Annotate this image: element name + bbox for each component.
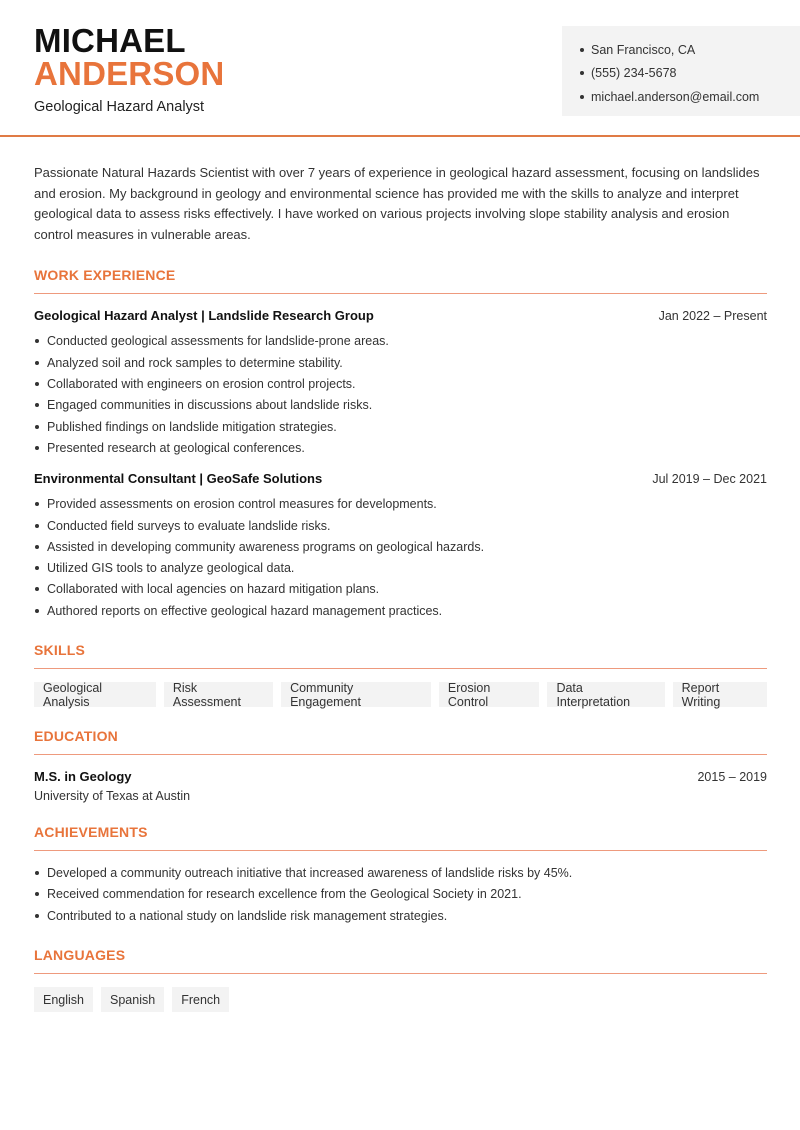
- skill-chips: [34, 682, 767, 707]
- job-header: [34, 308, 767, 323]
- bullet-icon: [35, 545, 39, 549]
- job-dates: Jan 2022 – Present: [658, 308, 767, 323]
- bullet-icon: [35, 382, 39, 386]
- bullet-icon: [35, 339, 39, 343]
- education-header: [34, 769, 767, 784]
- resume-body: [34, 163, 767, 1012]
- job-entry: [34, 471, 767, 622]
- section-languages: [34, 947, 767, 1012]
- list-item: [34, 331, 767, 352]
- bullet-icon: [35, 566, 39, 570]
- contact-phone-text[interactable]: (555) 234-5678: [591, 66, 677, 81]
- list-item: [34, 437, 767, 458]
- skill-chip: Report Writing: [673, 682, 767, 707]
- list-item: [34, 536, 767, 557]
- list-item: [34, 416, 767, 437]
- list-item: [34, 395, 767, 416]
- list-item: [34, 862, 767, 883]
- bullet-icon: [580, 71, 584, 75]
- job-title: Geological Hazard Analyst: [34, 99, 205, 115]
- bullet-icon: [35, 403, 39, 407]
- bullet-icon: [35, 914, 39, 918]
- bullet-icon: [35, 425, 39, 429]
- bullet-icon: [35, 587, 39, 591]
- bullet-icon: [35, 871, 39, 875]
- language-chip: English: [34, 987, 93, 1012]
- contact-location-text: San Francisco, CA: [591, 42, 696, 57]
- list-item: [34, 600, 767, 621]
- list-item: [34, 352, 767, 373]
- bullet-icon: [35, 361, 39, 365]
- contact-email[interactable]: [580, 85, 800, 109]
- education-dates: 2015 – 2019: [697, 770, 767, 785]
- list-item-text: Conducted geological assessments for landslide-prone areas.: [47, 334, 389, 349]
- list-item: [34, 557, 767, 578]
- last-name: ANDERSON: [34, 55, 225, 92]
- contact-email-text[interactable]: michael.anderson@email.com: [591, 89, 760, 104]
- list-item: [34, 515, 767, 536]
- list-item-text: Analyzed soil and rock samples to determine stability.: [47, 355, 343, 370]
- job-header: [34, 471, 767, 486]
- bullet-icon: [580, 95, 584, 99]
- resume-header: [0, 0, 800, 137]
- section-title: ACHIEVEMENTS: [34, 824, 767, 851]
- list-item-text: Collaborated with local agencies on hazard mitigation plans.: [47, 582, 380, 597]
- language-chip: Spanish: [101, 987, 164, 1012]
- section-title: EDUCATION: [34, 728, 767, 755]
- contact-box: [562, 26, 800, 116]
- section-skills: [34, 642, 767, 707]
- section-title: LANGUAGES: [34, 947, 767, 974]
- list-item-text: Assisted in developing community awareness programs on geological hazards.: [47, 539, 485, 554]
- section-title: WORK EXPERIENCE: [34, 267, 767, 294]
- section-education: [34, 728, 767, 803]
- skill-chip: Geological Analysis: [34, 682, 156, 707]
- list-item-text: Engaged communities in discussions about landslide risks.: [47, 398, 373, 413]
- section-work-experience: [34, 267, 767, 622]
- bullet-icon: [35, 609, 39, 613]
- summary: Passionate Natural Hazards Scientist with over 7 years of experience in geological hazard assessment, focusing on landslides and erosion. My background in geology and environmental science has provided me with the skills to analyze and interpret geological data to assess risks effectively. I have worked on various projects involving slope stability analysis and erosion control measures in vulnerable areas.: [34, 165, 760, 243]
- list-item-text: Provided assessments on erosion control measures for developments.: [47, 497, 437, 512]
- contact-phone[interactable]: [580, 62, 800, 86]
- skill-chip: Data Interpretation: [547, 682, 664, 707]
- list-item-text: Authored reports on effective geological hazard management practices.: [47, 603, 443, 618]
- bullet-icon: [35, 524, 39, 528]
- first-name: MICHAEL: [34, 22, 186, 59]
- bullet-icon: [35, 446, 39, 450]
- list-item: [34, 579, 767, 600]
- skill-chip: Risk Assessment: [164, 682, 273, 707]
- section-title: SKILLS: [34, 642, 767, 669]
- bullet-icon: [35, 892, 39, 896]
- list-item: [34, 884, 767, 905]
- bullet-icon: [580, 48, 584, 52]
- job-bullets: [34, 331, 767, 459]
- education-degree: M.S. in Geology: [34, 769, 132, 785]
- list-item-text: Collaborated with engineers on erosion control projects.: [47, 377, 356, 392]
- list-item-text: Received commendation for research excellence from the Geological Society in 2021.: [47, 887, 522, 902]
- job-bullets: [34, 494, 767, 622]
- list-item: [34, 494, 767, 515]
- job-dates: Jul 2019 – Dec 2021: [652, 471, 767, 486]
- section-achievements: [34, 824, 767, 926]
- list-item-text: Developed a community outreach initiative that increased awareness of landslide risks by 45%.: [47, 866, 573, 881]
- list-item: [34, 905, 767, 926]
- education-school: University of Texas at Austin: [34, 789, 191, 804]
- achievement-list: [34, 862, 767, 926]
- list-item-text: Utilized GIS tools to analyze geological data.: [47, 561, 295, 576]
- contact-location: [580, 38, 800, 62]
- list-item-text: Presented research at geological conferences.: [47, 440, 305, 455]
- skill-chip: Erosion Control: [439, 682, 540, 707]
- job-role: Environmental Consultant | GeoSafe Solutions: [34, 470, 323, 486]
- list-item: [34, 373, 767, 394]
- list-item-text: Conducted field surveys to evaluate landslide risks.: [47, 518, 331, 533]
- list-item-text: Contributed to a national study on landslide risk management strategies.: [47, 908, 448, 923]
- skill-chip: Community Engagement: [281, 682, 431, 707]
- language-chip: French: [172, 987, 229, 1012]
- bullet-icon: [35, 502, 39, 506]
- job-entry: [34, 308, 767, 459]
- language-chips: [34, 987, 767, 1012]
- list-item-text: Published findings on landslide mitigation strategies.: [47, 419, 337, 434]
- education-entry: [34, 769, 767, 803]
- job-role: Geological Hazard Analyst | Landslide Research Group: [34, 307, 374, 323]
